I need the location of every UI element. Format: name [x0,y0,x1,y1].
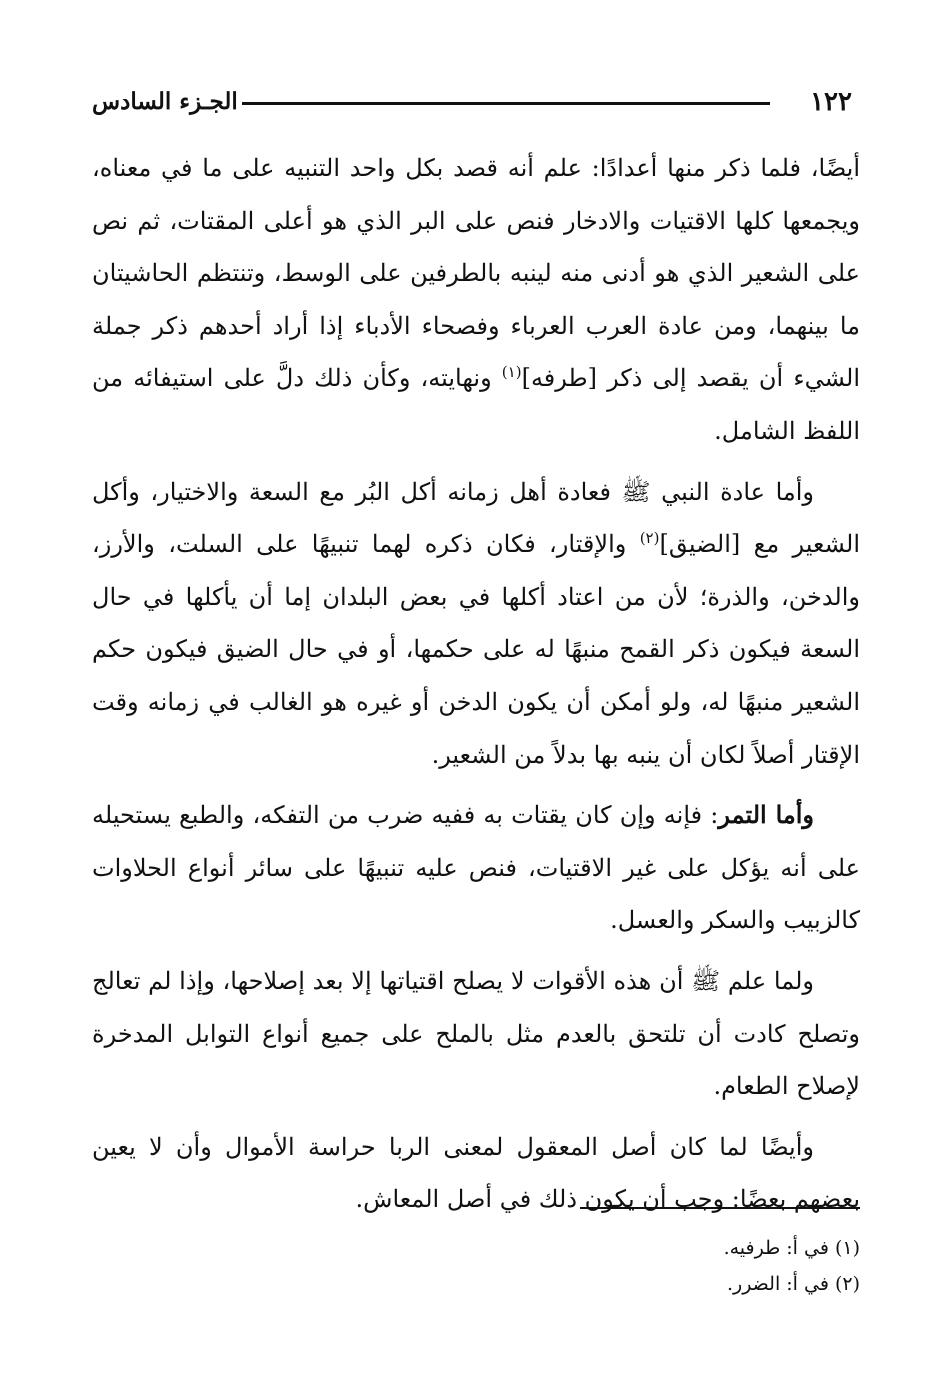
footnote-1: (١) في أ: طرفيه. [723,1237,860,1259]
paragraph-2-text-after: والإقتار، فكان ذكره لهما تنبيهًا على السلت، والأرز، والدخن، والذرة؛ لأن من اعتاد أكلها في بعض البلدان إما أن يأكلها في حال السعة فيكون ذكر القمح منبهًا له على حكمها، أو في حال الضيق فيكون حكم الشعير منبهًا له، ولو أمكن أن يكون الدخن أو غيره هو الغالب في زمانه وقت الإقتار أصلاً لكان أن ينبه بها بدلاً من الشعير. [92,530,860,769]
paragraph-4-text: ولما علم ﷺ أن هذه الأقوات لا يصلح اقتياتها إلا بعد إصلاحها، وإذا لم تعالج وتصلح كادت أن تلتحق بالعدم مثل بالملح على جميع أنواع التوابل المدخرة لإصلاح الطعام. [92,966,860,1101]
footnote-ref-2: (٢) [639,529,660,548]
paragraph-3-text: : فإنه وإن كان يقتات به ففيه ضرب من التفكه، والطبع يستحيله على أنه يؤكل على غير الاقتيات، فنص عليه تنبيهًا على سائر أنواع الحلاوات كالزبيب والسكر والعسل. [92,801,860,935]
paragraph-1-text: أيضًا، فلما ذكر منها أعدادًا: علم أنه قصد بكل واحد التنبيه على ما في معناه، ويجمعها كلها الاقتيات والادخار فنص على البر الذي هو أعلى المقتات، ثم نص على الشعير الذي هو أدنى منه لينبه بالطرفين على الوسط، وتنتظم الحاشيتان ما بينهما، ومن عادة العرب العرباء وفصحاء الأدباء إذا أراد أحدهم ذكر جملة الشيء أن يقصد إلى ذكر [طرفه] [92,154,860,393]
header-rule [242,102,770,105]
page-header [92,84,852,124]
footnote-2: (٢) في أ: الضرر. [726,1273,860,1295]
paragraph-1 [92,142,860,458]
footnote-rule [580,1207,860,1209]
page-number: ١٢٢ [810,87,852,117]
running-title: الجـزء السادس [92,88,238,115]
paragraph-1-text-after: ونهايته، وكأن ذلك دلَّ على استيفائه من اللفظ الشامل. [92,364,860,445]
paragraph-3-lead: وأما التمر [718,800,814,830]
paragraph-4 [92,955,860,1113]
paragraph-3 [92,789,860,947]
paragraph-2 [92,466,860,782]
footnote-ref-1: (١) [501,363,522,382]
body-text [92,142,860,1234]
paragraph-2-text: وأما عادة النبي ﷺ فعادة أهل زمانه أكل البُر مع السعة والاختيار، وأكل الشعير مع [الضيق] [92,477,860,559]
paragraph-5-text: وأيضًا لما كان أصل المعقول لمعنى الربا حراسة الأموال وأن لا يعين بعضهم بعضًا: وجب أن يكون ذلك في أصل المعاش. [92,1132,860,1214]
footnotes [360,1230,860,1302]
paragraph-5 [92,1121,860,1226]
